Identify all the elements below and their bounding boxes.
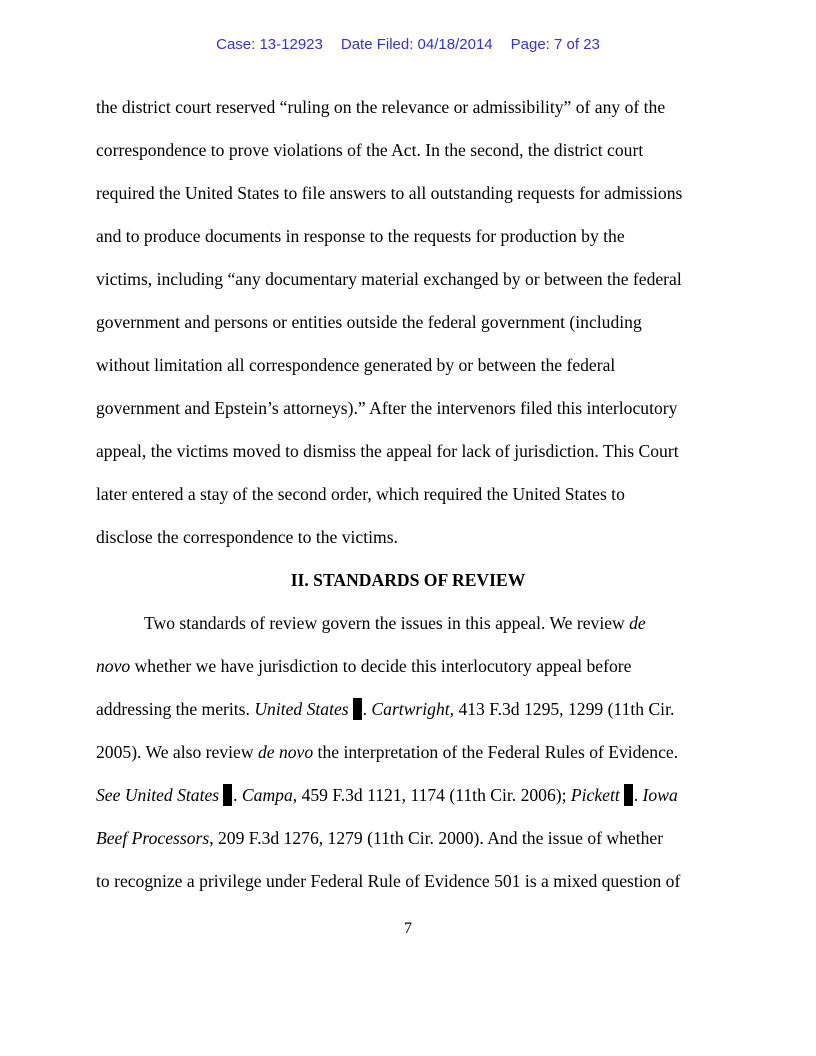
text-line: government and Epstein’s attorneys).” After the intervenors filed this interlocutory xyxy=(96,398,678,418)
text-line: Beef Processors, 209 F.3d 1276, 1279 (11th Cir. 2000). And the issue of whether xyxy=(96,828,664,848)
case-name: Iowa xyxy=(642,785,678,805)
case-header xyxy=(0,36,816,53)
case-name: Beef Processors xyxy=(96,828,210,848)
case-name: Pickett xyxy=(570,785,620,805)
text-line: required the United States to file answers to all outstanding requests for admissions xyxy=(96,183,683,203)
text-line: correspondence to prove violations of the Act. In the second, the district court xyxy=(96,140,644,160)
case-name: United States xyxy=(254,699,349,719)
text-line: appeal, the victims moved to dismiss the appeal for lack of jurisdiction. This Court xyxy=(96,441,679,461)
date-filed: Date Filed: 04/18/2014 xyxy=(340,36,493,53)
case-name: Cartwright xyxy=(371,699,450,719)
text-line: victims, including “any documentary material exchanged by or between the federal xyxy=(96,269,682,289)
text-line: 2005). We also review de novo the interpretation of the Federal Rules of Evidence. xyxy=(96,742,679,762)
redaction-mark xyxy=(624,784,633,806)
text-line: later entered a stay of the second order, which required the United States to xyxy=(96,484,625,504)
redaction-mark xyxy=(353,698,362,720)
section-heading: II. STANDARDS OF REVIEW xyxy=(290,570,526,590)
text-line: and to produce documents in response to the requests for production by the xyxy=(96,226,625,246)
redaction-mark xyxy=(223,784,232,806)
text-line: Two standards of review govern the issues in this appeal. We review de xyxy=(144,613,646,633)
text-line: See United States . Campa, 459 F.3d 1121, 1174 (11th Cir. 2006); Pickett . Iowa xyxy=(96,785,678,805)
text-line: disclose the correspondence to the victims. xyxy=(96,527,398,547)
text-line: without limitation all correspondence generated by or between the federal xyxy=(96,355,616,375)
text-line: government and persons or entities outside the federal government (including xyxy=(96,312,642,332)
text-line: to recognize a privilege under Federal Rule of Evidence 501 is a mixed question of xyxy=(96,871,681,891)
case-number: Case: 13-12923 xyxy=(216,36,323,53)
case-name: Campa xyxy=(241,785,293,805)
page-indicator: Page: 7 of 23 xyxy=(510,36,600,53)
text-line: the district court reserved “ruling on the relevance or admissibility” of any of the xyxy=(96,97,666,117)
page-number: 7 xyxy=(404,920,412,937)
text-line: addressing the merits. United States . Cartwright, 413 F.3d 1295, 1299 (11th Cir. xyxy=(96,699,675,719)
text-line: novo whether we have jurisdiction to decide this interlocutory appeal before xyxy=(96,656,632,676)
case-name: See United States xyxy=(96,785,220,805)
